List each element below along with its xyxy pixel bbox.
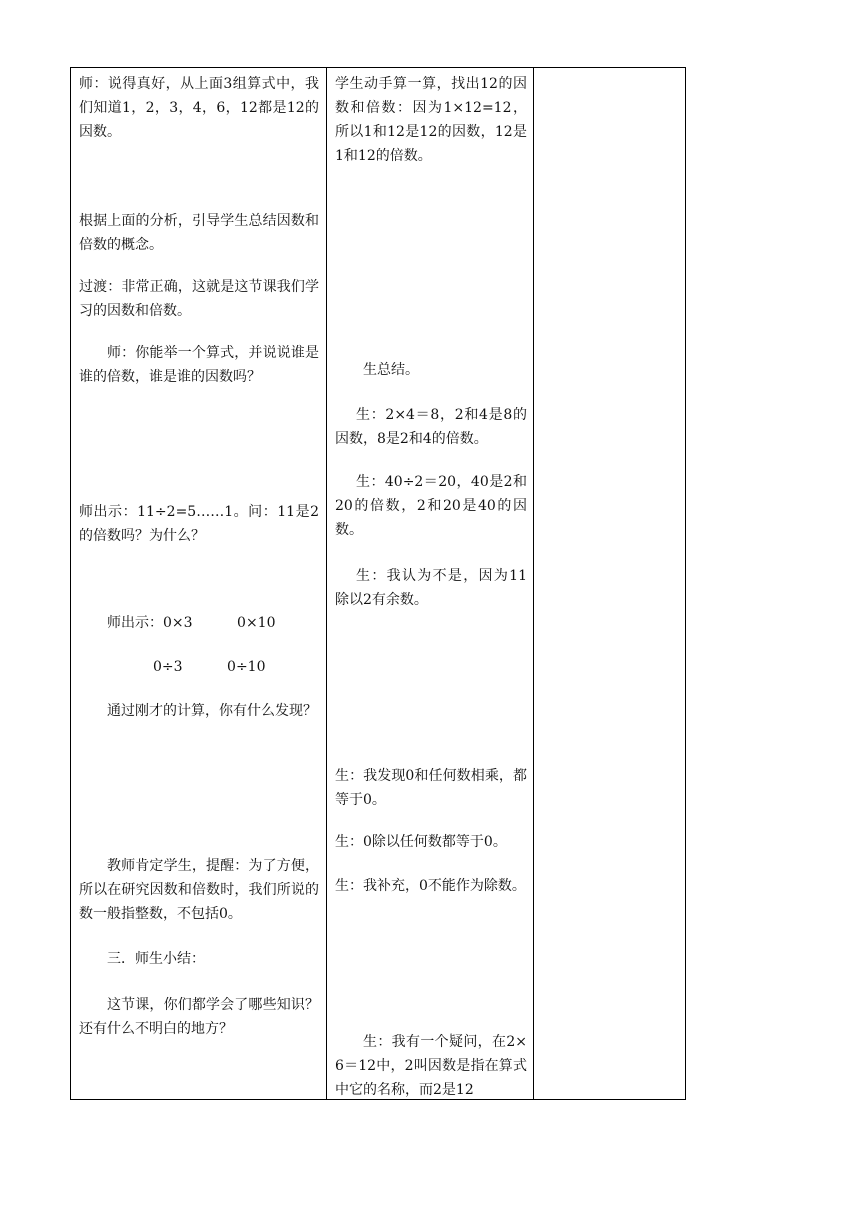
teacher-paragraph: 教师肯定学生，提醒：为了方便，所以在研究因数和倍数时，我们所说的数一般指整数，不包括0。 xyxy=(79,858,319,922)
student-paragraph: 生：我补充，0不能作为除数。 xyxy=(335,878,526,894)
student-activity-column xyxy=(326,68,534,1099)
teacher-heading: 三．师生小结： xyxy=(107,951,205,967)
teacher-paragraph: 过渡：非常正确，这就是这节课我们学习的因数和倍数。 xyxy=(79,279,319,319)
teacher-paragraph: 师出示：11÷2=5……1。问：11是2的倍数吗？为什么？ xyxy=(79,504,319,544)
lesson-plan-table xyxy=(70,67,686,1100)
teacher-paragraph: 这节课，你们都学会了哪些知识？还有什么不明白的地方？ xyxy=(79,997,319,1037)
teacher-activity-column xyxy=(71,68,326,1099)
teacher-paragraph: 师：你能举一个算式，并说说谁是谁的倍数，谁是谁的因数吗？ xyxy=(79,345,319,385)
student-paragraph: 生：我发现0和任何数相乘，都等于0。 xyxy=(335,768,527,808)
student-paragraph: 生：2×4＝8，2和4是8的因数，8是2和4的倍数。 xyxy=(335,407,527,447)
student-paragraph: 生：40÷2＝20，40是2和20的倍数，2和20是40的因数。 xyxy=(335,474,527,538)
student-paragraph: 生总结。 xyxy=(363,362,419,378)
teacher-paragraph: 师：说得真好，从上面3组算式中，我们知道1，2，3，4，6，12都是12的因数。 xyxy=(79,76,319,140)
student-paragraph: 生：0除以任何数都等于0。 xyxy=(335,834,507,850)
student-paragraph: 学生动手算一算，找出12的因数和倍数：因为1×12=12，所以1和12是12的因数，12是1和12的倍数。 xyxy=(335,76,527,164)
student-paragraph: 生：我认为不是，因为11除以2有余数。 xyxy=(335,568,527,608)
teacher-formula-line: 师出示：0×3 0×10 xyxy=(107,615,276,631)
teacher-formula-line: 0÷3 0÷10 xyxy=(153,659,266,675)
notes-column xyxy=(533,68,687,1099)
teacher-paragraph: 根据上面的分析，引导学生总结因数和倍数的概念。 xyxy=(79,213,319,253)
teacher-paragraph: 通过刚才的计算，你有什么发现？ xyxy=(107,703,317,719)
student-paragraph: 生：我有一个疑问，在2×6＝12中，2叫因数是指在算式中它的名称，而2是12 xyxy=(335,1034,527,1098)
